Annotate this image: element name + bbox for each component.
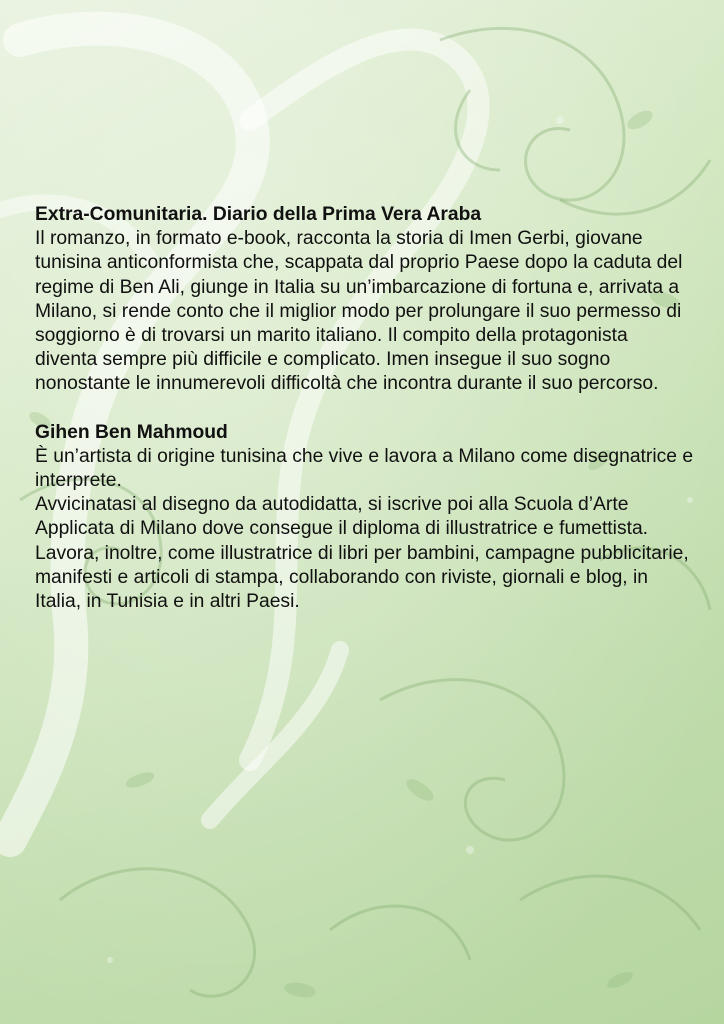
book-title: Extra-Comunitaria. Diario della Prima Vera Araba [35, 204, 482, 225]
document-body [35, 203, 695, 638]
author-name: Gihen Ben Mahmoud [35, 421, 228, 443]
author-bio-education: Avvicinatasi al disegno da autodidatta, si iscrive poi alla Scuola d’Arte Applicata di Milano dove consegue il diploma di illustratrice e fumettista. [35, 494, 649, 540]
book-section [35, 203, 695, 397]
author-bio-work: Lavora, inoltre, come illustratrice di libri per bambini, campagne pubblicitarie, manifesti e articoli di stampa, collaborando con riviste, giornali e blog, in Italia, in Tunisia e in altri Paesi. [35, 542, 689, 613]
author-section [35, 421, 695, 615]
book-description: Il romanzo, in formato e-book, racconta la storia di Imen Gerbi, giovane tunisina anticonformista che, scappata dal proprio Paese dopo la caduta del regime di Ben Ali, giunge in Italia su un’imbarcazione di fortuna e, arrivata a Milano, si rende conto che il miglior modo per prolungare il suo permesso di soggiorno è di trovarsi un marito italiano. Il compito della protagonista diventa sempre più difficile e complicato. Imen insegue il suo sogno nonostante le innumerevoli difficoltà che incontra durante il suo percorso. [35, 228, 683, 395]
author-bio-intro: È un’artista di origine tunisina che vive e lavora a Milano come disegnatrice e interprete. [35, 445, 694, 492]
